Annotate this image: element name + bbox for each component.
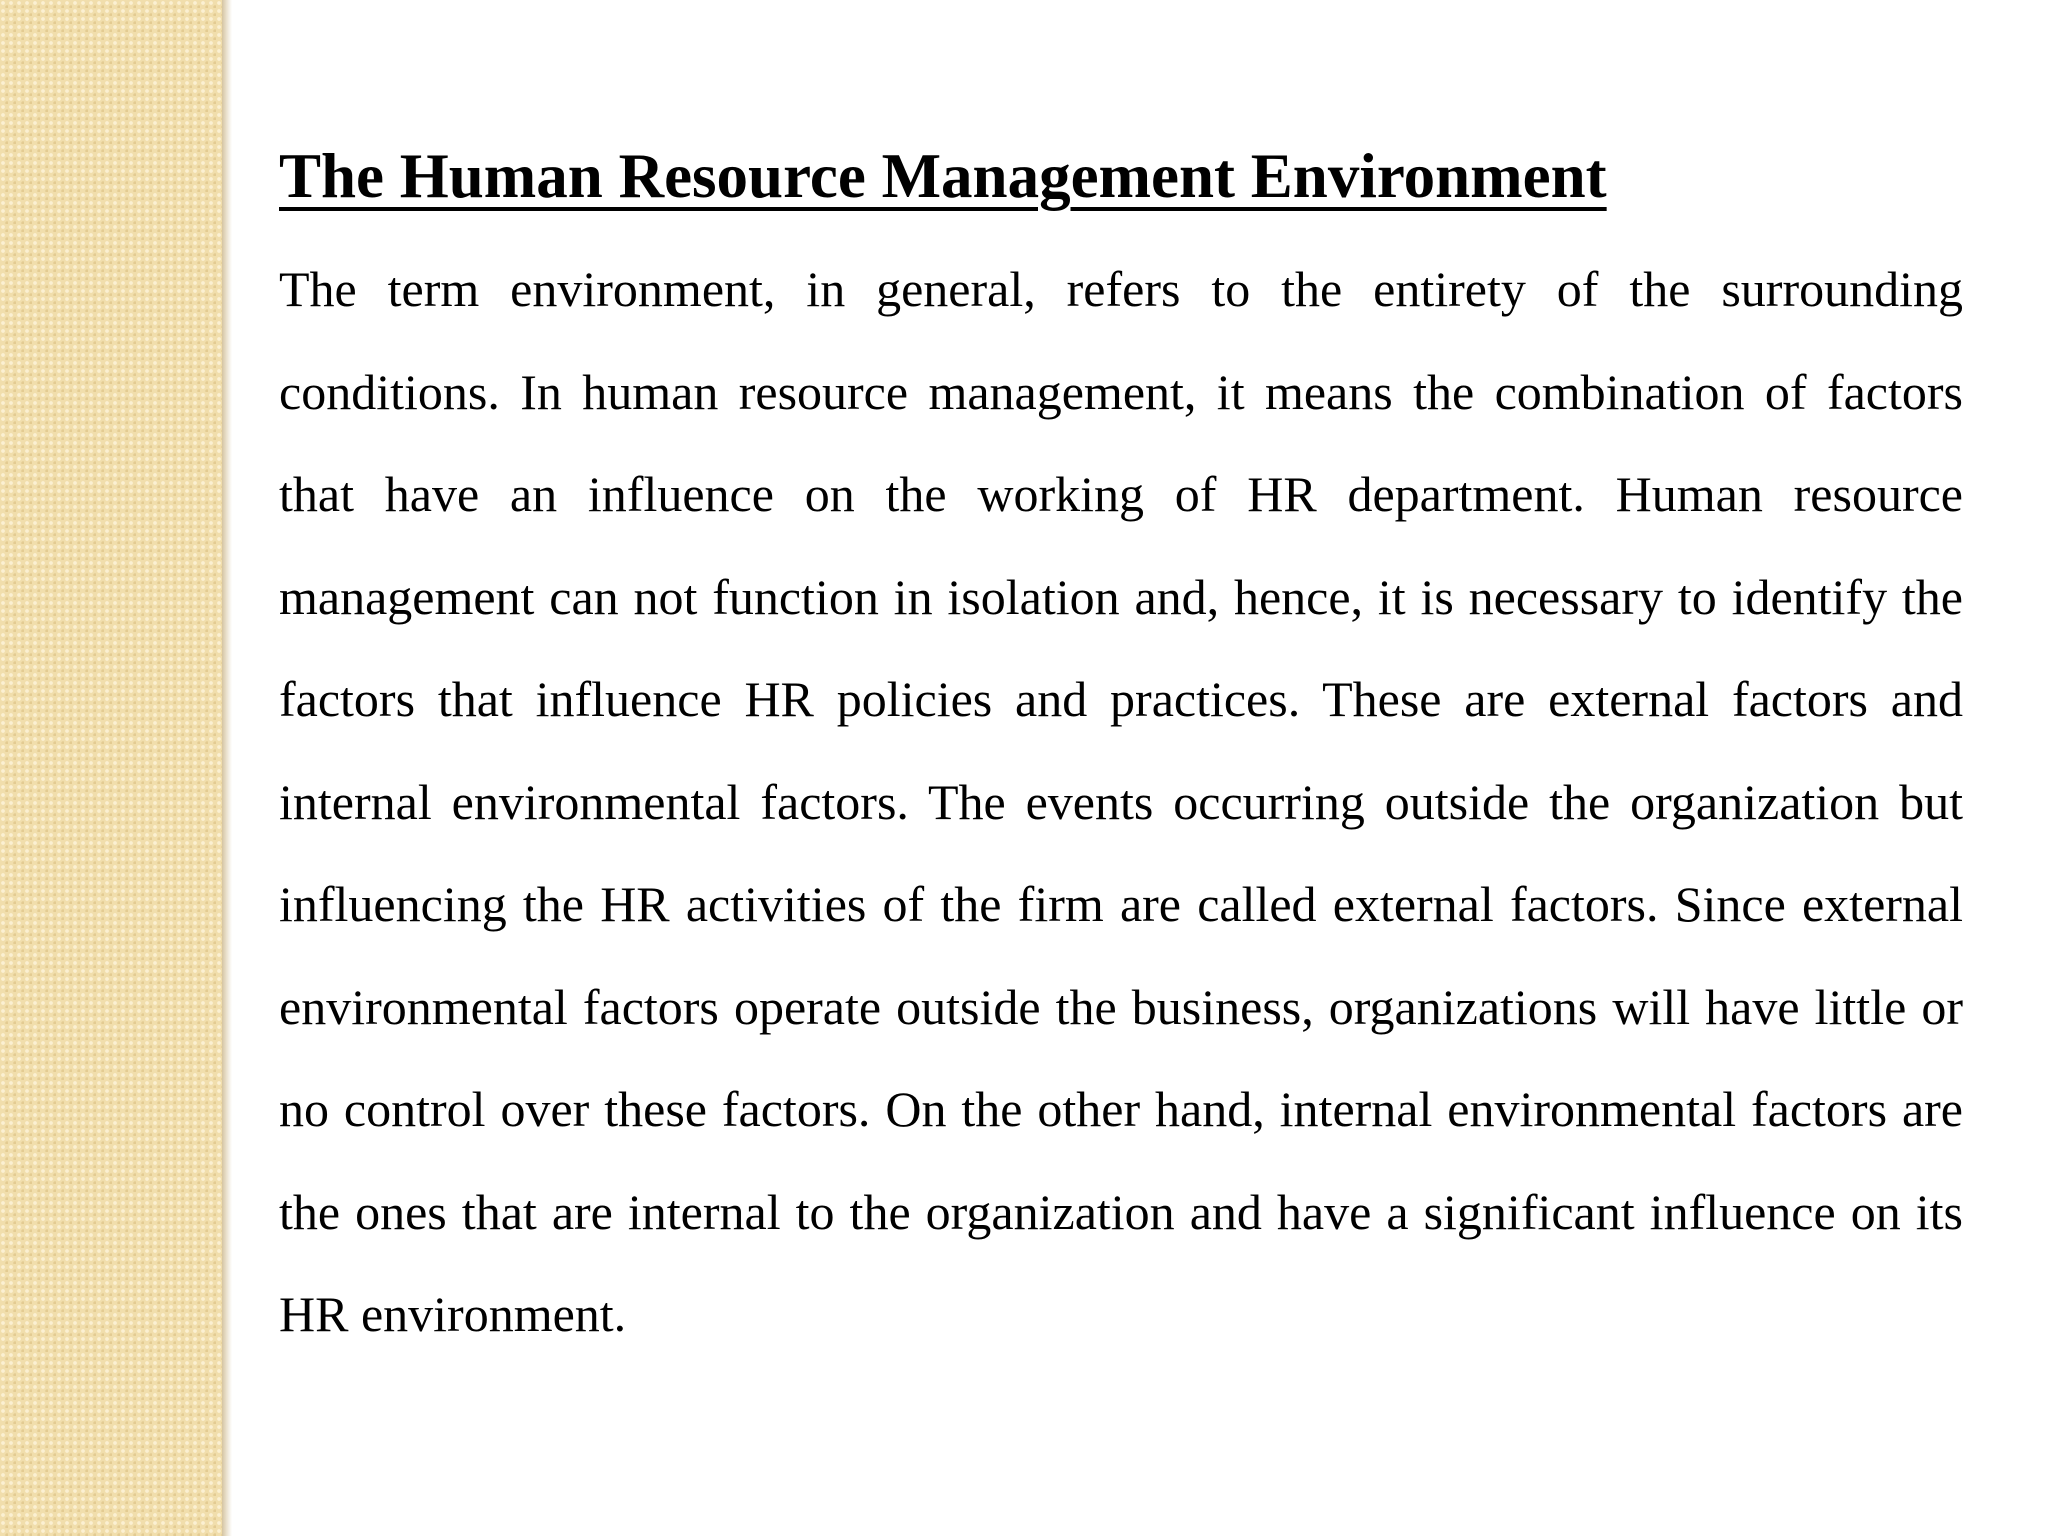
decorative-side-band	[0, 0, 222, 1536]
slide-content	[279, 136, 1963, 1366]
side-band-shadow	[222, 0, 232, 1536]
body-paragraph: The term environment, in general, refers to the entirety of the surrounding conditions. In human resource management, it means the combination of factors that have an influence on the working of HR department. Human resource management can not function in isolation and, hence, it is necessary to identify the factors that influence HR policies and practices. These are external factors and internal environmental factors. The events occurring outside the organization but influencing the HR activities of the firm are called external factors. Since external environmental factors operate outside the business, organizations will have little or no control over these factors. On the other hand, internal environmental factors are the ones that are internal to the organization and have a significant influence on its HR environment.	[279, 261, 1963, 1342]
slide-title: The Human Resource Management Environment	[279, 141, 1607, 211]
